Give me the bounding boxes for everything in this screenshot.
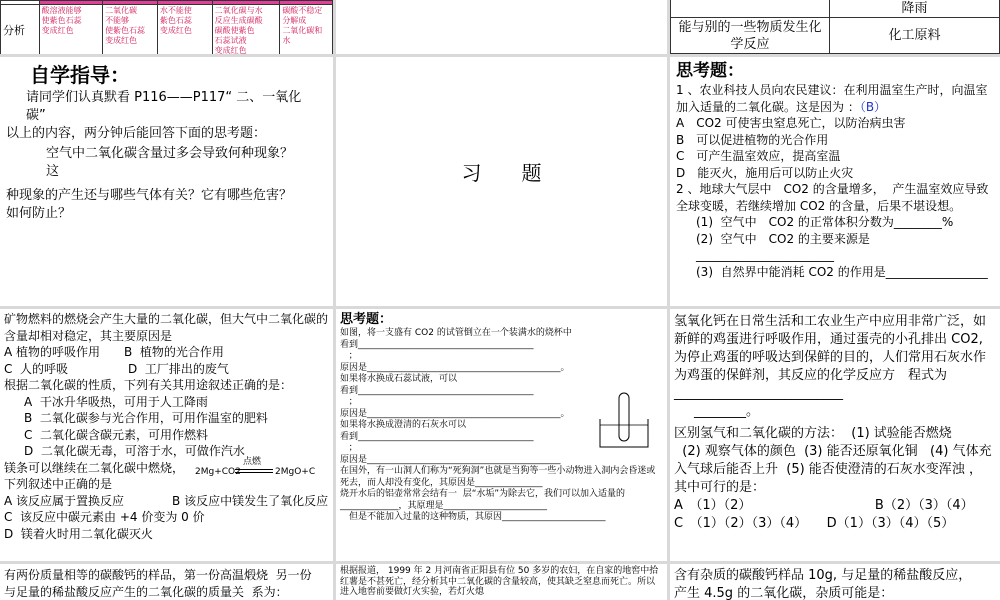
text-line: 矿物燃料的燃烧会产生大量的二氧化碳，但大气中二氧化碳的含量却相对稳定，其主要原因是 [4,312,329,343]
panel-calcium-carbonate-samples [0,564,333,600]
question-2: 2 、地球大气层中 CO2 的含量增多， 产生温室效应导致全球变暖，若继续增加 CO2 的含量，后果不堪设想。 [676,182,989,213]
text-line: A （1）（2） B（2）（3）（4） [674,498,974,513]
text-line: 在国外，有一山洞人们称为“死狗洞”也就是当狗等一些小动物进入洞内会昏迷或死去，而人却没有变化，其原因是_______________ [340,466,656,488]
text-line: 镁条可以继续在二氧化碳中燃烧， [4,460,185,475]
text-line: 原因是___________________________________________。 [340,408,570,419]
question-1-answer: （B） [859,99,887,114]
text-line: 根据报道， 1999 年 2 月河南省正阳县有位 50 多岁的农妇，在自家的地窖中拾红薯是不甚死亡，经分析其中二氧化碳的含量较高，使其缺乏窒息而死亡。所以进入地窖前要做灯火实验，若灯火熄 [340,566,659,597]
text-line: 下列叙述中正确的是 [4,477,113,491]
equation-arrow [235,469,273,473]
panel-blank [336,0,667,54]
text-line: 产生 4.5g 的二氧化碳，杂质可能是： [674,586,894,600]
beaker [600,419,648,447]
text-line: D 二氧化碳无毒，可溶于水，可做作汽水 [24,444,245,458]
text-line: C （1）（2）（3）（4） D（1）（3）（4）（5） [674,516,955,531]
beaker-test-tube-diagram [594,391,654,451]
text-line: (2) 观察气体的颜色 (3) 能否还原氧化铜 (4) 气体充入气球后能否上升 (5) 能否使澄清的石灰水变浑浊 ， [674,444,992,477]
uses-table [670,0,1000,54]
text-line: ________。 [694,404,760,419]
text-line: 看到_______________________________________ [340,431,534,442]
experiment-title: 思考题： [340,312,393,327]
option-a: A CO2 可使害虫窒息死亡，以防治病虫害 [676,116,906,130]
analysis-cell: 二氧化碳与水 反应生成碳酸 碳酸使紫色 石蕊试液 变成红色 [212,5,280,55]
analysis-cell: 二氧化碳 不能够 使紫色石蕊 变成红色 [103,5,158,55]
text-line: A 该反应属于置换反应 B 该反应中镁发生了氧化反应 [4,493,329,508]
panel-co2-questions [0,309,333,561]
guide-title: 自学指导： [30,63,130,87]
text-line: C 该反应中碳元素由 +4 价变为 0 价 [4,510,205,524]
question-2-part: (2) 空气中 CO2 的主要来源是_______________________ [696,231,870,262]
text-line: A 植物的呼吸作用 B 植物的光合作用 [4,345,224,359]
panel-cellar-report [336,564,667,600]
text-line: 但是不能加入过量的这种物质，其原因_______________________ [340,512,606,522]
text-line: 烧开水后的铝壶常常会结有一 层“水垢”为除去它，我们可以加入适量的_____________，其原理是_______________________ [340,489,626,511]
panel-experiment-analysis-table [0,0,333,54]
text-line: 看到_______________________________________ [340,385,534,396]
guide-line: 请同学们认真默看 P116——P117“ 二、一氧化 碳” [26,90,302,123]
analysis-cell: 水不能使 紫色石蕊 变成红色 [157,5,212,55]
exercises-title: 习 题 [461,161,542,185]
panel-co2-experiment: 思考题： 如图，将一支盛有 CO2 的试管倒立在一个装满水的烧杯中 看到_______________________________________ ； 原因是___________________________________________。 如果将水换成石蕊试液，可以 看到_______________________________________ ； 原因是___________________________________________。 如果将水换成澄清的石灰水可以 看到_______________________________________ ； 原因是___________________________________________ 在国外，有一山洞人们称为“死狗洞”也就是当狗等一些小动物进入洞内会昏迷或死去，而人却没有变化，其原因是_______________ 烧开水后的铝壶常常会结有一 层“水垢”为除去它，我们可以加入适量的_____________，其原理是_______________________ 但是不能加入过量的这种物质，其原因_______________________ [336,309,667,561]
text-line: 原因是___________________________________________ [340,454,561,465]
text-line: 如果将水换成石蕊试液，可以 [340,374,458,384]
text-line: 原因是___________________________________________。 [340,362,570,373]
text-line: 区别氢气和二氧化碳的方法： (1) 试验能否燃烧 [674,426,952,441]
text-line: 氢氧化钙在日常生活和工农业生产中应用非常广泛，如新鲜的鸡蛋进行呼吸作用，通过蛋壳的小孔排出 CO2, 为停止鸡蛋的呼吸达到保鲜的目的，人们常用石灰水作为鸡蛋的保鲜剂，其反应的化学反应方 程式为__________________________ [674,314,987,401]
text-line: 有两份质量相等的碳酸钙的样品，第一份高温煅烧 另一份 [4,568,312,582]
guide-line: 空气中二氧化碳含量过多会导致何种现象？ 这 [46,146,294,179]
equation-left: 2Mg+CO2 [195,467,241,477]
option-d: D 能灭火，施用后可以防止火灾 [676,165,854,180]
option-b: B 可以促进植物的光合作用 [676,132,829,147]
test-tube [619,393,629,441]
text-line: C 二氧化碳含碳元素，可用作燃料 [24,427,209,442]
text-line: 看到_______________________________________ [340,339,534,350]
analysis-cell: 碳酸不稳定 分解成 二氧化碳和 水 [280,5,333,55]
question-1 [676,82,994,115]
text-line: C 人的呼吸 D 工厂排出的废气 [4,361,229,376]
uses-cell-use: 化工原料 [830,18,1000,54]
text-line: A 干冰升华吸热，可用于人工降雨 [24,394,208,409]
text-line: 如果将水换成澄清的石灰水可以 [340,420,467,430]
text-line: 含有杂质的碳酸钙样品 10g, 与足量的稀盐酸反应， [674,568,972,583]
guide-line: 以上的内容，两分钟后能回答下面的思考题： [6,126,267,141]
text-line: D 镁着火时用二氧化碳灭火 [4,526,153,541]
analysis-table [0,0,333,54]
equation-condition: 点燃 [243,457,262,467]
text-line: 与足量的稀盐酸反应产生的二氧化碳的质量关 系为： [4,584,288,599]
panel-uses-table [670,0,1000,54]
panel-exercises-title [336,57,667,306]
question-2-part: (1) 空气中 CO2 的正常体积分数为________% [696,215,954,229]
question-2-part: (3) 自然界中能消耗 CO2 的作用是_________________ [696,264,988,279]
panel-thinking-questions [670,57,1000,306]
uses-cell-rain: 降雨 [830,0,1000,18]
text-line: 其中可行的是： [674,480,766,495]
thinking-title: 思考题： [676,61,744,81]
panel-self-study-guide [0,57,333,306]
guide-line: 如何防止？ [6,206,72,221]
text-line: 根据二氧化碳的性质，下列有关其用途叙述正确的是： [4,378,293,392]
text-line: 如图，将一支盛有 CO2 的试管倒立在一个装满水的烧杯中 [340,328,572,338]
row-label-analysis: 分析 [1,5,40,55]
option-c: C 可产生温室效应，提高室温 [676,149,841,163]
panel-calcium-hydroxide [670,309,1000,561]
uses-cell-property: 能与别的一些物质发生化学反应 [671,18,830,54]
panel-impure-sample [670,564,1000,600]
question-1-text: 1 、农业科技人员向农民建议：在利用温室生产时，向温室加入适量的二氧化碳。这是因为 ： [676,83,988,114]
analysis-cell: 酸溶液能够 使紫色石蕊 变成红色 [39,5,102,55]
guide-line: 种现象的产生还与哪些气体有关？它有哪些危害？ [6,188,293,203]
text-line: B 二氧化碳参与光合作用，可用作温室的肥料 [24,411,268,425]
equation-right: 2MgO+C [275,467,316,477]
